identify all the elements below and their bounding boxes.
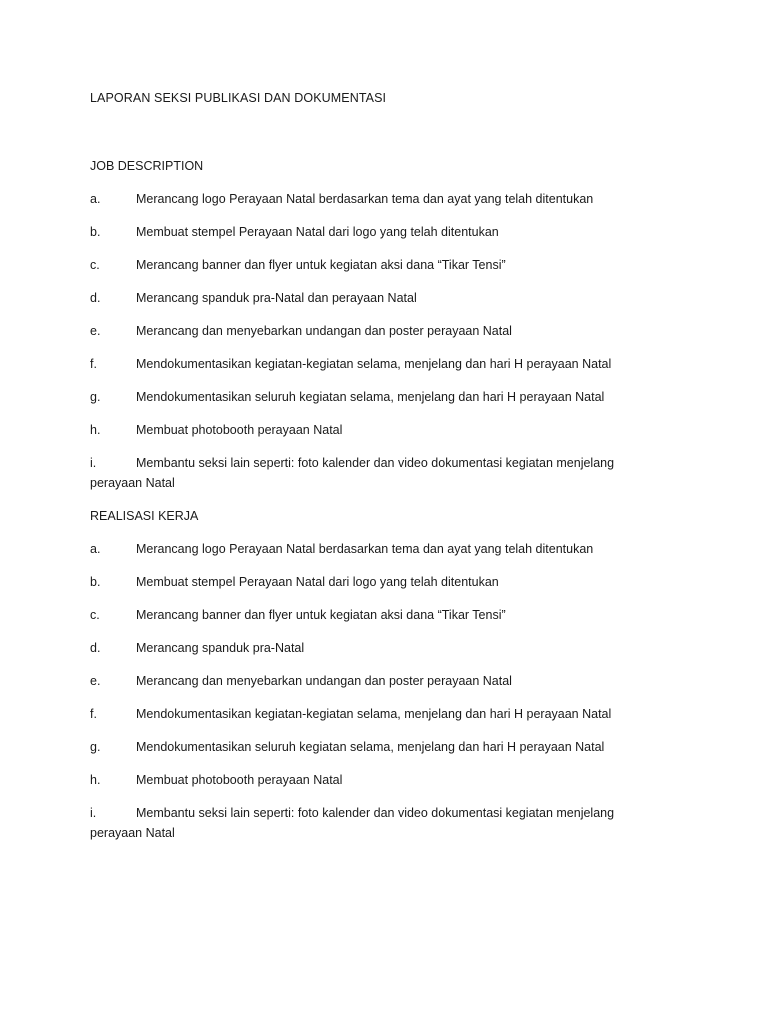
list-marker: h.: [90, 423, 101, 437]
list-marker: e.: [90, 324, 101, 338]
list-marker: e.: [90, 674, 101, 688]
list-item: [90, 770, 650, 790]
list-marker: f.: [90, 707, 97, 721]
list-item-text: Mendokumentasikan kegiatan-kegiatan selama, menjelang dan hari H perayaan Natal: [136, 357, 612, 371]
list-item-text: Merancang banner dan flyer untuk kegiatan aksi dana “Tikar Tensi”: [136, 258, 506, 272]
list-item-text: Mendokumentasikan kegiatan-kegiatan selama, menjelang dan hari H perayaan Natal: [136, 707, 612, 721]
list-item-text: Membuat photobooth perayaan Natal: [136, 773, 343, 787]
list-item: [90, 420, 650, 440]
list-item-text: Merancang logo Perayaan Natal berdasarkan tema dan ayat yang telah ditentukan: [136, 192, 594, 206]
list-marker: b.: [90, 225, 101, 239]
list-item-text: Mendokumentasikan seluruh kegiatan selama, menjelang dan hari H perayaan Natal: [136, 390, 605, 404]
list-item-text: Merancang spanduk pra-Natal: [136, 641, 305, 655]
list-item: [90, 354, 650, 374]
list-marker: i.: [90, 806, 97, 820]
list-item-text: Membantu seksi lain seperti: foto kalender dan video dokumentasi kegiatan menjelang perayaan Natal: [90, 456, 615, 490]
list-marker: c.: [90, 258, 100, 272]
list-item-text: Merancang logo Perayaan Natal berdasarkan tema dan ayat yang telah ditentukan: [136, 542, 594, 556]
list-marker: d.: [90, 641, 101, 655]
list-marker: a.: [90, 542, 101, 556]
list-item-text: Merancang dan menyebarkan undangan dan poster perayaan Natal: [136, 324, 512, 338]
list-marker: a.: [90, 192, 101, 206]
list-marker: f.: [90, 357, 97, 371]
realisasi-kerja-heading: REALISASI KERJA: [90, 509, 199, 523]
list-item: [90, 737, 650, 757]
list-item: [90, 189, 650, 209]
list-item-text: Merancang banner dan flyer untuk kegiatan aksi dana “Tikar Tensi”: [136, 608, 506, 622]
job-description-heading: JOB DESCRIPTION: [90, 159, 204, 173]
realisasi-kerja-list: [90, 539, 650, 843]
document-page: [90, 88, 650, 843]
list-marker: d.: [90, 291, 101, 305]
list-item-text: Merancang spanduk pra-Natal dan perayaan Natal: [136, 291, 417, 305]
list-item-text: Membuat stempel Perayaan Natal dari logo yang telah ditentukan: [136, 575, 499, 589]
list-item-text: Membuat photobooth perayaan Natal: [136, 423, 343, 437]
list-item-text: Merancang dan menyebarkan undangan dan poster perayaan Natal: [136, 674, 512, 688]
list-item: [90, 638, 650, 658]
list-item: [90, 704, 650, 724]
list-item: [90, 539, 650, 559]
list-item: [90, 288, 650, 308]
list-marker: h.: [90, 773, 101, 787]
document-title: LAPORAN SEKSI PUBLIKASI DAN DOKUMENTASI: [90, 91, 387, 105]
list-item: [90, 387, 650, 407]
list-marker: b.: [90, 575, 101, 589]
list-item: [90, 605, 650, 625]
list-item: [90, 453, 650, 493]
list-marker: g.: [90, 740, 101, 754]
list-item: [90, 222, 650, 242]
list-item-text: Mendokumentasikan seluruh kegiatan selama, menjelang dan hari H perayaan Natal: [136, 740, 605, 754]
list-item: [90, 321, 650, 341]
list-item: [90, 572, 650, 592]
list-item: [90, 803, 650, 843]
list-item-text: Membantu seksi lain seperti: foto kalender dan video dokumentasi kegiatan menjelang perayaan Natal: [90, 806, 615, 840]
list-item: [90, 255, 650, 275]
list-item-text: Membuat stempel Perayaan Natal dari logo yang telah ditentukan: [136, 225, 499, 239]
list-item: [90, 671, 650, 691]
list-marker: g.: [90, 390, 101, 404]
job-description-list: [90, 189, 650, 493]
list-marker: c.: [90, 608, 100, 622]
list-marker: i.: [90, 456, 97, 470]
